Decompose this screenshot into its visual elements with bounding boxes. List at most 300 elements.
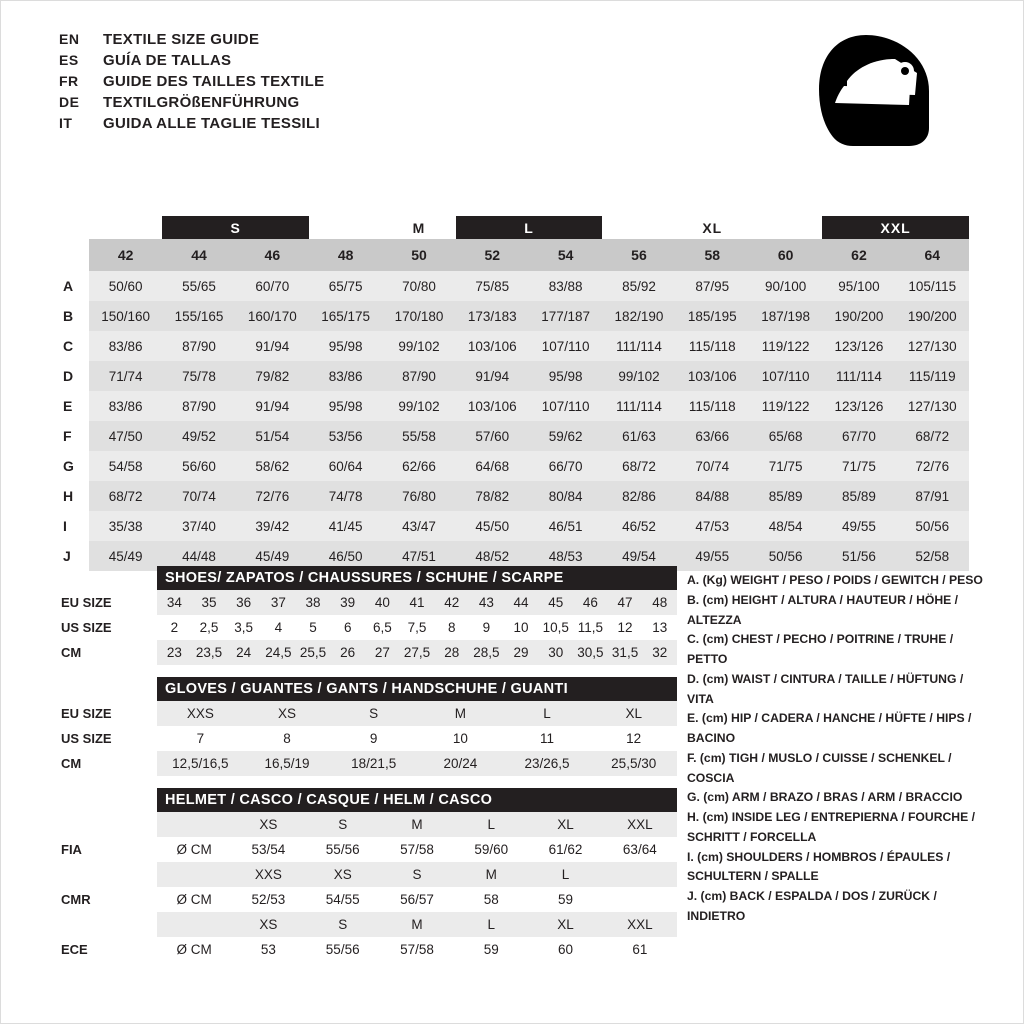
sub-row-cells bbox=[157, 726, 677, 751]
value-cell: 26 bbox=[340, 645, 356, 660]
measurement-cell: 76/80 bbox=[382, 481, 455, 511]
measurement-cell: 99/102 bbox=[382, 391, 455, 421]
measurement-cell: 49/52 bbox=[162, 421, 235, 451]
measurement-cell: 37/40 bbox=[162, 511, 235, 541]
value-cell: 39 bbox=[340, 595, 356, 610]
helmet-standard-label: CMR bbox=[61, 892, 91, 907]
row-label-spacer bbox=[57, 216, 89, 239]
measurement-cell: 105/115 bbox=[896, 271, 969, 301]
measurement-cell: 83/88 bbox=[529, 271, 602, 301]
value-cell: 30,5 bbox=[577, 645, 604, 660]
helmet-value-cells bbox=[157, 837, 677, 862]
value-cell: 58 bbox=[483, 892, 499, 907]
measurement-cell: 107/110 bbox=[529, 331, 602, 361]
value-cell: 25,5 bbox=[299, 645, 327, 660]
row-label: E bbox=[57, 391, 89, 421]
helmet-size-label bbox=[157, 912, 231, 937]
measurement-cell: 48/54 bbox=[749, 511, 822, 541]
measurement-cell: 68/72 bbox=[89, 481, 162, 511]
helmet-size-label: S bbox=[412, 867, 422, 882]
helmet-size-label: XXS bbox=[254, 867, 282, 882]
value-cell: 32 bbox=[652, 645, 668, 660]
row-label: D bbox=[57, 361, 89, 391]
measurement-cell: 115/119 bbox=[896, 361, 969, 391]
row-label: J bbox=[57, 541, 89, 571]
value-cell: 28,5 bbox=[473, 645, 500, 660]
measurement-cell: 87/90 bbox=[162, 391, 235, 421]
size-header-cell: 56 bbox=[602, 239, 675, 271]
sub-row-cells bbox=[157, 590, 677, 615]
measurement-cell: 95/98 bbox=[309, 331, 382, 361]
measurement-cell: 47/53 bbox=[676, 511, 749, 541]
legend-item: G. (cm) ARM / BRAZO / BRAS / ARM / BRACCIO bbox=[687, 790, 963, 805]
measurement-cell: 123/126 bbox=[822, 391, 895, 421]
measurement-cell: 111/114 bbox=[822, 361, 895, 391]
value-cell: 41 bbox=[409, 595, 425, 610]
measurement-cell: 65/75 bbox=[309, 271, 382, 301]
value-cell: L bbox=[543, 706, 551, 721]
measurement-cell: 49/54 bbox=[602, 541, 675, 571]
measurement-cell: 187/198 bbox=[749, 301, 822, 331]
value-cell: 4 bbox=[274, 620, 283, 635]
language-title: GUÍA DE TALLAS bbox=[103, 52, 232, 69]
measurement-cell: 107/110 bbox=[529, 391, 602, 421]
helmet-size-label: S bbox=[338, 917, 348, 932]
size-group-xxl: XXL bbox=[822, 216, 969, 239]
value-cell: 57/58 bbox=[400, 842, 434, 857]
value-cell: 31,5 bbox=[611, 645, 639, 660]
sub-row-label: US SIZE bbox=[61, 731, 112, 746]
measurement-cell: 72/76 bbox=[896, 451, 969, 481]
language-row bbox=[59, 52, 324, 69]
helmet-value-row bbox=[57, 837, 677, 862]
sub-row bbox=[57, 590, 677, 615]
value-cell: 61/62 bbox=[548, 842, 583, 857]
language-row bbox=[59, 31, 324, 48]
value-cell: 45 bbox=[548, 595, 564, 610]
helmet-size-cells bbox=[157, 812, 677, 837]
value-cell: 28 bbox=[444, 645, 460, 660]
language-title: TEXTILE SIZE GUIDE bbox=[103, 31, 260, 48]
language-title: GUIDE DES TAILLES TEXTILE bbox=[103, 73, 325, 90]
table-row bbox=[57, 511, 969, 541]
size-header-cell: 58 bbox=[676, 239, 749, 271]
sub-row-label: CM bbox=[61, 756, 82, 771]
measurement-cell: 47/50 bbox=[89, 421, 162, 451]
measurement-cell: 155/165 bbox=[162, 301, 235, 331]
measurement-cell: 83/86 bbox=[309, 361, 382, 391]
helmet-unit-label: Ø CM bbox=[176, 892, 212, 907]
shoes-section-title: SHOES/ ZAPATOS / CHAUSSURES / SCHUHE / SCARPE bbox=[157, 566, 677, 590]
lower-tables bbox=[57, 566, 677, 962]
helmet-size-label: XL bbox=[557, 817, 574, 832]
measurement-cell: 55/65 bbox=[162, 271, 235, 301]
measurement-cell: 95/98 bbox=[309, 391, 382, 421]
value-cell: 23 bbox=[166, 645, 182, 660]
value-cell: 11,5 bbox=[577, 620, 604, 635]
row-label: G bbox=[57, 451, 89, 481]
measurement-cell: 103/106 bbox=[456, 331, 529, 361]
measurement-cell: 127/130 bbox=[896, 331, 969, 361]
measurement-cell: 111/114 bbox=[602, 331, 675, 361]
value-cell: 27,5 bbox=[403, 645, 431, 660]
value-cell bbox=[603, 887, 677, 912]
measurement-cell: 91/94 bbox=[456, 361, 529, 391]
measurement-cell: 45/49 bbox=[89, 541, 162, 571]
value-cell: 2 bbox=[170, 620, 179, 635]
value-cell: 35 bbox=[201, 595, 217, 610]
size-header-cell: 60 bbox=[749, 239, 822, 271]
value-cell: 53 bbox=[260, 942, 276, 957]
helmet-size-label bbox=[157, 862, 231, 887]
value-cell: 38 bbox=[305, 595, 321, 610]
language-code: EN bbox=[59, 31, 80, 47]
sub-row-label: EU SIZE bbox=[61, 706, 112, 721]
measurement-cell: 111/114 bbox=[602, 391, 675, 421]
measurement-cell: 177/187 bbox=[529, 301, 602, 331]
measurement-cell: 57/60 bbox=[456, 421, 529, 451]
value-cell: 36 bbox=[236, 595, 252, 610]
measurement-cell: 55/58 bbox=[382, 421, 455, 451]
size-header-cell: 46 bbox=[236, 239, 309, 271]
measurement-cell: 83/86 bbox=[89, 391, 162, 421]
measurement-cell: 62/66 bbox=[382, 451, 455, 481]
measurement-cell: 87/90 bbox=[382, 361, 455, 391]
sub-row bbox=[57, 701, 677, 726]
measurement-cell: 182/190 bbox=[602, 301, 675, 331]
value-cell: 42 bbox=[444, 595, 460, 610]
value-cell: 48 bbox=[652, 595, 668, 610]
measurement-cell: 87/90 bbox=[162, 331, 235, 361]
table-row bbox=[57, 301, 969, 331]
helmet-size-label: XXL bbox=[627, 917, 653, 932]
value-cell: 25,5/30 bbox=[611, 756, 657, 771]
measurement-cell: 127/130 bbox=[896, 391, 969, 421]
measurement-cell: 190/200 bbox=[896, 301, 969, 331]
value-cell: 55/56 bbox=[325, 942, 360, 957]
value-cell: 7 bbox=[196, 731, 205, 746]
language-title-block bbox=[59, 31, 324, 136]
measurement-cell: 71/75 bbox=[822, 451, 895, 481]
measurement-cell: 190/200 bbox=[822, 301, 895, 331]
value-cell: 53/54 bbox=[251, 842, 286, 857]
helmet-size-label: L bbox=[487, 817, 496, 832]
legend-item: A. (Kg) WEIGHT / PESO / POIDS / GEWITCH / PESO bbox=[687, 573, 983, 587]
helmet-size-header-row bbox=[57, 862, 677, 887]
measurement-cell: 43/47 bbox=[382, 511, 455, 541]
value-cell: 12 bbox=[617, 620, 633, 635]
value-cell: 43 bbox=[478, 595, 494, 610]
value-cell: 11 bbox=[540, 731, 555, 746]
legend-item: E. (cm) HIP / CADERA / HANCHE / HÜFTE / HIPS / BACINO bbox=[687, 711, 972, 746]
sub-row-label: CM bbox=[61, 645, 82, 660]
helmet-size-label: XXL bbox=[627, 817, 653, 832]
sub-row-cells bbox=[157, 701, 677, 726]
value-cell: 6 bbox=[343, 620, 352, 635]
value-cell: 46 bbox=[582, 595, 598, 610]
measurement-cell: 99/102 bbox=[602, 361, 675, 391]
group-spacer bbox=[602, 216, 675, 239]
measurement-cell: 39/42 bbox=[236, 511, 309, 541]
measurement-cell: 35/38 bbox=[89, 511, 162, 541]
sub-row-cells bbox=[157, 751, 677, 776]
value-cell: 40 bbox=[374, 595, 390, 610]
measurement-cell: 74/78 bbox=[309, 481, 382, 511]
helmet-size-label: L bbox=[561, 867, 570, 882]
language-code: FR bbox=[59, 73, 79, 89]
value-cell: 24 bbox=[236, 645, 252, 660]
helmet-unit-label: Ø CM bbox=[176, 942, 212, 957]
measurement-cell: 80/84 bbox=[529, 481, 602, 511]
language-row bbox=[59, 73, 324, 90]
value-cell: 59 bbox=[483, 942, 499, 957]
measurement-cell: 119/122 bbox=[749, 391, 822, 421]
measurement-cell: 85/89 bbox=[822, 481, 895, 511]
table-row bbox=[57, 451, 969, 481]
measurement-cell: 185/195 bbox=[676, 301, 749, 331]
helmet-size-label: L bbox=[487, 917, 496, 932]
value-cell: 12,5/16,5 bbox=[172, 756, 229, 771]
value-cell: 59/60 bbox=[474, 842, 509, 857]
row-label: I bbox=[57, 511, 89, 541]
measurement-cell: 53/56 bbox=[309, 421, 382, 451]
value-cell: 2,5 bbox=[199, 620, 219, 635]
measurement-cell: 61/63 bbox=[602, 421, 675, 451]
value-cell: 56/57 bbox=[400, 892, 434, 907]
measurement-cell: 70/74 bbox=[162, 481, 235, 511]
legend-item: J. (cm) BACK / ESPALDA / DOS / ZURÜCK / INDIETRO bbox=[687, 889, 937, 924]
legend-item: B. (cm) HEIGHT / ALTURA / HAUTEUR / HÖHE / ALTEZZA bbox=[687, 592, 959, 627]
value-cell: 60 bbox=[558, 942, 574, 957]
helmet-standard-label: ECE bbox=[61, 942, 88, 957]
measurement-cell: 59/62 bbox=[529, 421, 602, 451]
value-cell: 54/55 bbox=[325, 892, 360, 907]
measurement-cell: 87/95 bbox=[676, 271, 749, 301]
measurement-cell: 66/70 bbox=[529, 451, 602, 481]
size-group-xl: XL bbox=[676, 216, 749, 239]
measurement-cell: 45/49 bbox=[236, 541, 309, 571]
measurement-cell: 160/170 bbox=[236, 301, 309, 331]
measurement-cell: 46/51 bbox=[529, 511, 602, 541]
measurement-cell: 48/53 bbox=[529, 541, 602, 571]
measurement-cell: 64/68 bbox=[456, 451, 529, 481]
measurement-cell: 50/56 bbox=[749, 541, 822, 571]
measurement-cell: 103/106 bbox=[456, 391, 529, 421]
helmet-size-label: M bbox=[485, 867, 497, 882]
measurement-cell: 50/56 bbox=[896, 511, 969, 541]
measurement-cell: 91/94 bbox=[236, 331, 309, 361]
measurement-cell: 83/86 bbox=[89, 331, 162, 361]
measurement-cell: 115/118 bbox=[676, 331, 749, 361]
sub-row bbox=[57, 640, 677, 665]
size-group-row bbox=[57, 216, 969, 239]
measurement-cell: 54/58 bbox=[89, 451, 162, 481]
measurement-cell: 51/54 bbox=[236, 421, 309, 451]
measurement-cell: 44/48 bbox=[162, 541, 235, 571]
value-cell: 6,5 bbox=[372, 620, 392, 635]
value-cell: 63/64 bbox=[622, 842, 657, 857]
helmet-standard-label: FIA bbox=[61, 842, 82, 857]
measurement-cell: 170/180 bbox=[382, 301, 455, 331]
value-cell: 37 bbox=[270, 595, 286, 610]
measurement-cell: 46/50 bbox=[309, 541, 382, 571]
measurement-cell: 60/70 bbox=[236, 271, 309, 301]
value-cell: 10,5 bbox=[542, 620, 569, 635]
group-spacer bbox=[89, 216, 162, 239]
measurement-cell: 72/76 bbox=[236, 481, 309, 511]
value-cell: 12 bbox=[626, 731, 642, 746]
value-cell: 52/53 bbox=[251, 892, 286, 907]
measurement-cell: 95/98 bbox=[529, 361, 602, 391]
value-cell: 47 bbox=[617, 595, 633, 610]
measurement-cell: 173/183 bbox=[456, 301, 529, 331]
value-cell: XL bbox=[625, 706, 642, 721]
helmet-value-row bbox=[57, 937, 677, 962]
value-cell: 57/58 bbox=[400, 942, 434, 957]
value-cell: 30 bbox=[548, 645, 564, 660]
measurement-cell: 71/75 bbox=[749, 451, 822, 481]
language-code: IT bbox=[59, 115, 73, 131]
language-title: GUIDA ALLE TAGLIE TESSILI bbox=[103, 115, 320, 132]
value-cell: 29 bbox=[513, 645, 529, 660]
legend-item: D. (cm) WAIST / CINTURA / TAILLE / HÜFTUNG / VITA bbox=[687, 671, 964, 706]
helmet-size-cells bbox=[157, 862, 677, 887]
legend-item: C. (cm) CHEST / PECHO / POITRINE / TRUHE / PETTO bbox=[687, 632, 954, 667]
value-cell: 8 bbox=[447, 620, 456, 635]
measurement-cell: 103/106 bbox=[676, 361, 749, 391]
language-row bbox=[59, 115, 324, 132]
helmet-size-label: XL bbox=[557, 917, 574, 932]
legend-list bbox=[687, 571, 987, 927]
sub-row-cells bbox=[157, 640, 677, 665]
value-cell: 9 bbox=[482, 620, 491, 635]
size-header-cell: 50 bbox=[382, 239, 455, 271]
table-row bbox=[57, 421, 969, 451]
measurement-cell: 51/56 bbox=[822, 541, 895, 571]
measurement-cell: 68/72 bbox=[602, 451, 675, 481]
table-row bbox=[57, 331, 969, 361]
value-cell: 8 bbox=[283, 731, 291, 746]
measurement-cell: 41/45 bbox=[309, 511, 382, 541]
size-header-cell: 52 bbox=[456, 239, 529, 271]
legend-item: F. (cm) TIGH / MUSLO / CUISSE / SCHENKEL / COSCIA bbox=[687, 750, 952, 785]
measurement-cell: 99/102 bbox=[382, 331, 455, 361]
value-cell: 10 bbox=[452, 731, 468, 746]
value-cell: S bbox=[369, 706, 379, 721]
helmet-size-label bbox=[603, 862, 677, 887]
measurement-cell: 119/122 bbox=[749, 331, 822, 361]
measurement-cell: 56/60 bbox=[162, 451, 235, 481]
measurement-cell: 68/72 bbox=[896, 421, 969, 451]
measurement-cell: 47/51 bbox=[382, 541, 455, 571]
value-cell: M bbox=[454, 706, 466, 721]
helmet-size-label: M bbox=[411, 917, 423, 932]
size-header-cell: 54 bbox=[529, 239, 602, 271]
measurement-cell: 71/74 bbox=[89, 361, 162, 391]
measurement-cell: 150/160 bbox=[89, 301, 162, 331]
language-title: TEXTILGRÖßENFÜHRUNG bbox=[103, 94, 300, 111]
measurement-cell: 50/60 bbox=[89, 271, 162, 301]
measurement-cell: 87/91 bbox=[896, 481, 969, 511]
measurement-cell: 84/88 bbox=[676, 481, 749, 511]
value-cell: 55/56 bbox=[325, 842, 360, 857]
helmet-size-label: XS bbox=[259, 817, 278, 832]
value-cell: 20/24 bbox=[443, 756, 478, 771]
helmet-size-label: XS bbox=[333, 867, 352, 882]
spacer bbox=[57, 776, 677, 788]
measurement-cell: 52/58 bbox=[896, 541, 969, 571]
language-code: DE bbox=[59, 94, 80, 110]
measurement-cell: 82/86 bbox=[602, 481, 675, 511]
measurement-cell: 107/110 bbox=[749, 361, 822, 391]
measurement-cell: 45/50 bbox=[456, 511, 529, 541]
helmet-size-label: XS bbox=[259, 917, 278, 932]
measurement-cell: 91/94 bbox=[236, 391, 309, 421]
value-cell: 24,5 bbox=[265, 645, 292, 660]
value-cell: 16,5/19 bbox=[264, 756, 310, 771]
measurement-cell: 70/74 bbox=[676, 451, 749, 481]
measurement-cell: 115/118 bbox=[676, 391, 749, 421]
size-header-cell: 48 bbox=[309, 239, 382, 271]
row-label: B bbox=[57, 301, 89, 331]
measurement-cell: 85/92 bbox=[602, 271, 675, 301]
group-spacer bbox=[749, 216, 822, 239]
measurement-cell: 58/62 bbox=[236, 451, 309, 481]
size-group-s: S bbox=[162, 216, 309, 239]
measurement-cell: 78/82 bbox=[456, 481, 529, 511]
helmet-icon bbox=[801, 29, 931, 169]
measurement-cell: 60/64 bbox=[309, 451, 382, 481]
helmet-value-cells bbox=[157, 937, 677, 962]
size-number-row bbox=[57, 239, 969, 271]
measurement-cell: 70/80 bbox=[382, 271, 455, 301]
row-label: F bbox=[57, 421, 89, 451]
helmet-size-label: M bbox=[411, 817, 423, 832]
measurement-cell: 95/100 bbox=[822, 271, 895, 301]
value-cell: XS bbox=[278, 706, 297, 721]
row-label: A bbox=[57, 271, 89, 301]
value-cell: 3,5 bbox=[234, 620, 254, 635]
value-cell: 59 bbox=[558, 892, 574, 907]
value-cell: 7,5 bbox=[407, 620, 427, 635]
helmet-size-header-row bbox=[57, 912, 677, 937]
value-cell: 23,5 bbox=[195, 645, 223, 660]
table-row bbox=[57, 481, 969, 511]
value-cell: 10 bbox=[513, 620, 529, 635]
helmet-section-title: HELMET / CASCO / CASQUE / HELM / CASCO bbox=[157, 788, 677, 812]
sub-row bbox=[57, 751, 677, 776]
row-label: C bbox=[57, 331, 89, 361]
helmet-size-label: S bbox=[338, 817, 348, 832]
size-header-cell: 64 bbox=[896, 239, 969, 271]
value-cell: 5 bbox=[309, 620, 317, 635]
sub-row-cells bbox=[157, 615, 677, 640]
helmet-size-label bbox=[157, 812, 231, 837]
helmet-unit-label: Ø CM bbox=[176, 842, 212, 857]
measurement-cell: 49/55 bbox=[676, 541, 749, 571]
value-cell: XXS bbox=[186, 706, 214, 721]
measurement-cell: 123/126 bbox=[822, 331, 895, 361]
helmet-value-row bbox=[57, 887, 677, 912]
value-cell: 27 bbox=[374, 645, 390, 660]
legend-item: I. (cm) SHOULDERS / HOMBROS / ÉPAULES / SCHULTERN / SPALLE bbox=[687, 849, 951, 884]
sub-row bbox=[57, 726, 677, 751]
value-cell: 13 bbox=[652, 620, 668, 635]
sub-row-label: EU SIZE bbox=[61, 595, 112, 610]
size-header-cell: 42 bbox=[89, 239, 162, 271]
size-header-cell: 62 bbox=[822, 239, 895, 271]
value-cell: 9 bbox=[369, 731, 378, 746]
